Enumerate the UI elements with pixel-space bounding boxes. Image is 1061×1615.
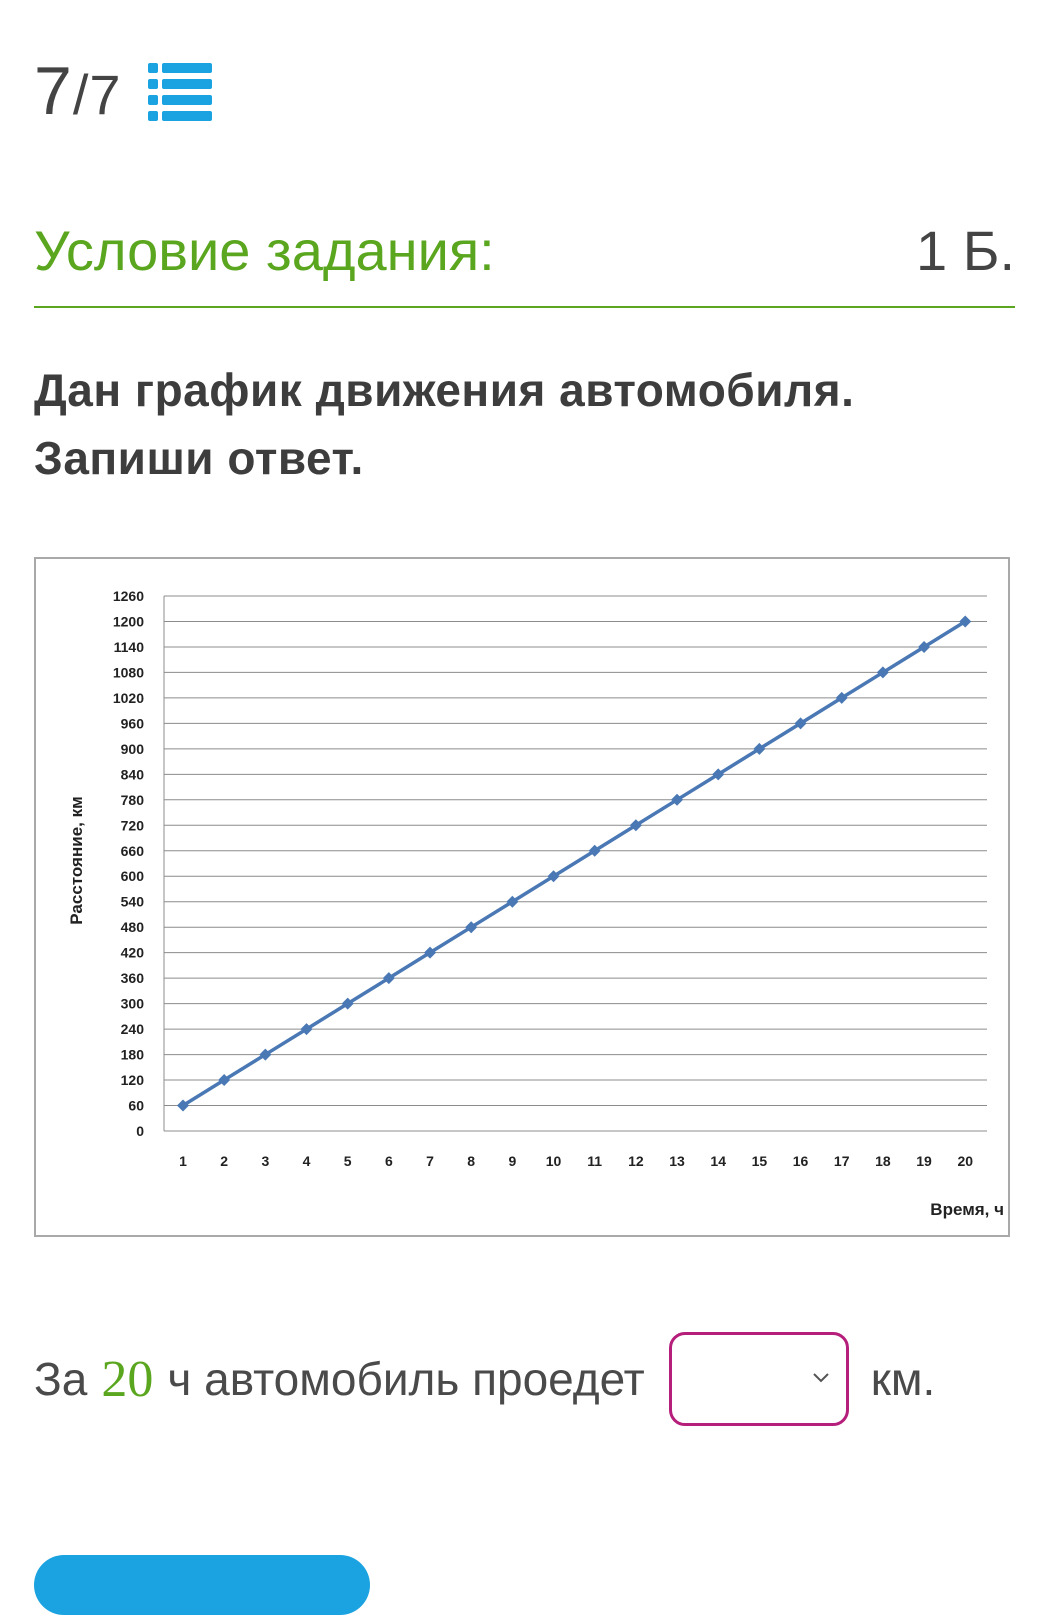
y-tick-label: 900 <box>120 740 144 757</box>
answer-sentence <box>34 1332 935 1426</box>
y-tick-label: 540 <box>120 893 144 910</box>
y-tick-label: 1020 <box>112 689 144 706</box>
answer-suffix: км. <box>870 1353 936 1405</box>
x-tick-label: 5 <box>343 1153 352 1169</box>
chevron-down-icon <box>812 1369 830 1387</box>
x-tick-label: 15 <box>751 1153 768 1169</box>
x-tick-label: 3 <box>261 1153 270 1169</box>
counter-current: 7 <box>34 53 73 129</box>
x-tick-label: 13 <box>669 1153 685 1169</box>
x-tick-label: 17 <box>833 1153 850 1169</box>
counter-text <box>34 52 122 130</box>
section-title: Условие задания: <box>34 219 495 282</box>
y-tick-label: 360 <box>120 970 144 987</box>
x-tick-label: 18 <box>875 1153 891 1169</box>
x-tick-label: 11 <box>587 1153 603 1169</box>
y-tick-label: 1200 <box>112 613 144 630</box>
header-divider <box>34 306 1015 308</box>
y-tick-label: 180 <box>120 1046 144 1063</box>
x-tick-label: 4 <box>302 1153 311 1169</box>
y-tick-label: 1260 <box>112 588 144 604</box>
question-counter <box>34 52 212 130</box>
series-line <box>183 621 965 1105</box>
answer-prefix: За <box>34 1353 88 1405</box>
y-tick-label: 240 <box>120 1021 144 1038</box>
x-tick-label: 1 <box>179 1153 187 1169</box>
y-tick-label: 1140 <box>113 638 144 655</box>
answer-dropdown[interactable] <box>669 1332 849 1426</box>
x-axis-label: Время, ч <box>930 1200 1004 1219</box>
y-tick-label: 1080 <box>112 664 144 681</box>
x-tick-label: 8 <box>467 1153 476 1169</box>
y-tick-label: 420 <box>120 944 144 961</box>
x-tick-label: 10 <box>545 1153 562 1169</box>
y-tick-label: 480 <box>120 919 144 936</box>
y-tick-label: 840 <box>120 766 144 783</box>
list-icon[interactable] <box>148 61 212 121</box>
x-tick-label: 16 <box>792 1153 809 1169</box>
task-header <box>34 218 1015 283</box>
x-tick-label: 7 <box>426 1153 434 1169</box>
x-tick-label: 12 <box>628 1153 644 1169</box>
y-tick-label: 120 <box>120 1072 144 1089</box>
y-tick-label: 600 <box>120 868 144 885</box>
x-tick-label: 6 <box>384 1153 393 1169</box>
x-tick-label: 2 <box>220 1153 229 1169</box>
x-tick-label: 19 <box>916 1153 932 1169</box>
next-button[interactable] <box>34 1555 370 1615</box>
y-axis-label: Расстояние, км <box>67 796 86 925</box>
answer-hours: 20 <box>101 1350 154 1408</box>
y-tick-label: 0 <box>136 1123 144 1139</box>
y-tick-label: 300 <box>120 995 144 1012</box>
y-tick-label: 720 <box>120 817 144 834</box>
answer-middle-text: ч автомобиль проедет <box>167 1353 645 1405</box>
y-tick-label: 60 <box>128 1097 144 1114</box>
x-tick-label: 9 <box>508 1153 517 1169</box>
distance-time-chart <box>34 557 1010 1237</box>
y-tick-label: 660 <box>120 842 144 859</box>
points-value: 1 Б. <box>915 219 1015 282</box>
x-tick-label: 20 <box>957 1153 974 1169</box>
chart-svg <box>36 559 1012 1239</box>
y-tick-label: 960 <box>120 715 144 732</box>
task-description: Дан график движения автомобиля. Запиши ответ. <box>34 364 855 484</box>
x-tick-label: 14 <box>710 1153 726 1169</box>
counter-total: /7 <box>72 63 122 126</box>
y-tick-label: 780 <box>120 791 144 808</box>
